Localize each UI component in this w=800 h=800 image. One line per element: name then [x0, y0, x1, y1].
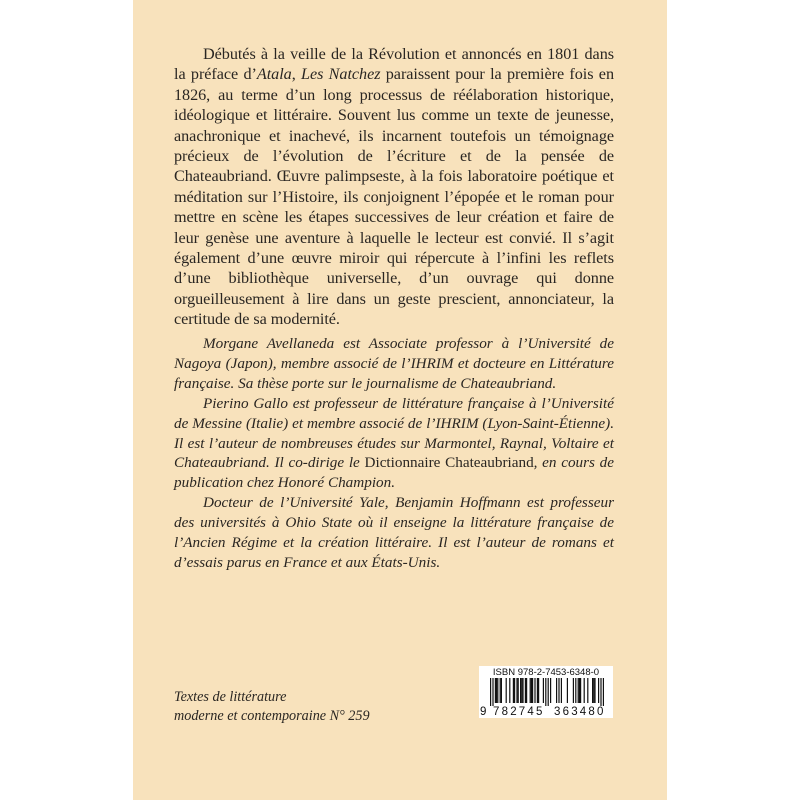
series-name [174, 688, 434, 725]
barcode-bar [522, 678, 523, 703]
ean-left-group: 782745 [493, 706, 545, 718]
barcode-bar [532, 678, 533, 703]
blurb-text [174, 44, 614, 330]
series-line-1: Textes de littérature [174, 689, 287, 705]
barcode-bar [496, 678, 497, 703]
bio-avellaneda: Morgane Avellaneda est Associate professor à l’Université de Nagoya (Japon), membre associé de l’IHRIM et docteure en Littérature française. Sa thèse porte sur le journalisme de Chateaubriand. [174, 335, 614, 392]
barcode-bar [521, 678, 522, 703]
barcode-bar [587, 678, 588, 703]
barcode-bar [506, 678, 507, 703]
barcode-bar [603, 678, 604, 706]
barcode-bar [514, 678, 515, 703]
barcode-bar [545, 678, 546, 706]
ean-right-group: 363480 [554, 706, 606, 718]
barcode-bar [518, 678, 519, 703]
author-bios [174, 334, 614, 573]
barcode-bar [531, 678, 532, 703]
barcode-bar [509, 678, 510, 703]
barcode-bar [500, 678, 501, 703]
barcode-bar [501, 678, 502, 703]
barcode-bar [580, 678, 581, 703]
barcode-bar [592, 678, 593, 703]
barcode-bar [530, 678, 531, 703]
barcode-bar [513, 678, 514, 703]
barcode-bar [495, 678, 496, 703]
ean-first-digit: 9 [480, 706, 487, 718]
barcode-bar [537, 678, 538, 703]
barcode-bar [600, 678, 601, 706]
barcode-bar [578, 678, 579, 703]
barcode-bar [526, 678, 527, 703]
barcode-bar [567, 678, 568, 703]
barcode-bar [497, 678, 498, 703]
barcode-bar [550, 678, 551, 703]
barcode-bar [594, 678, 595, 703]
title-atala: Atala [256, 65, 292, 84]
barcode-bar [573, 678, 574, 703]
barcode-bar [556, 678, 557, 703]
barcode-bar [525, 678, 526, 703]
barcode-bar [584, 678, 585, 703]
barcode-bar [548, 678, 549, 706]
barcode-bar [492, 678, 493, 706]
barcode-bar [575, 678, 576, 703]
barcode-bar [593, 678, 594, 703]
blurb-paragraph: Débutés à la veille de la Révolution et annoncés en 1801 dans la préface d’Atala, Les Natchez paraissent pour la première fois en 1826, au terme d’un long processus de réélaboration historique, idéologique et littéraire. Souvent lus comme un texte de jeunesse, anachronique et inachevé, ils incarnent toutefois un témoignage précieux de l’évolution de l’écriture et de la pensée de Chateaubriand. Œuvre palimpseste, à la fois laboratoire poétique et méditation sur l’Histoire, ils conjoignent l’épopée et le roman pour mettre en scène les étapes successives de leur création et faire de leur genèse une aventure à laquelle le lecteur est convié. Il s’agit également d’une œuvre miroir qui répercute à l’infini les reflets d’une bibliothèque universelle, d’un ouvrage qui donne orgueilleusement à lire dans un geste prescient, annonciateur, la certitude de sa modernité. [174, 45, 614, 329]
barcode-bar [490, 678, 491, 706]
barcode-bar [543, 678, 544, 703]
barcode-bar [558, 678, 559, 703]
barcode-bar [538, 678, 539, 703]
title-dictionnaire: Dictionnaire Chateaubriand [364, 454, 534, 472]
isbn-label: ISBN 978-2-7453-6348-0 [492, 667, 600, 678]
title-les-natchez: Les Natchez [301, 65, 381, 84]
barcode-bar [516, 678, 517, 703]
isbn-barcode [479, 666, 613, 718]
barcode-bar [534, 678, 535, 703]
bio-hoffmann: Docteur de l’Université Yale, Benjamin Hoffmann est professeur des universités à Ohio State où il enseigne la littérature française de l’Ancien Régime et la création littéraire. Il est l’auteur de romans et d’essais parus en France et aux États-Unis. [174, 494, 614, 571]
barcode-bar [598, 678, 599, 703]
series-line-2: moderne et contemporaine N° 259 [174, 707, 370, 724]
bio-gallo: Pierino Gallo est professeur de littérature française à l’Université de Messine (Italie) et membre associé de l’IHRIM (Lyon-Saint-Étienne). Il est l’auteur de nombreuses études sur Marmontel, Raynal, Voltaire et Chateaubriand. Il co-dirige le Dictionnaire Chateaubriand, en cours de publication chez Honoré Champion. [174, 394, 614, 492]
barcode-bar [561, 678, 562, 703]
barcode-bar [520, 678, 521, 703]
barcode-bars [479, 678, 613, 706]
barcode-bar [579, 678, 580, 703]
